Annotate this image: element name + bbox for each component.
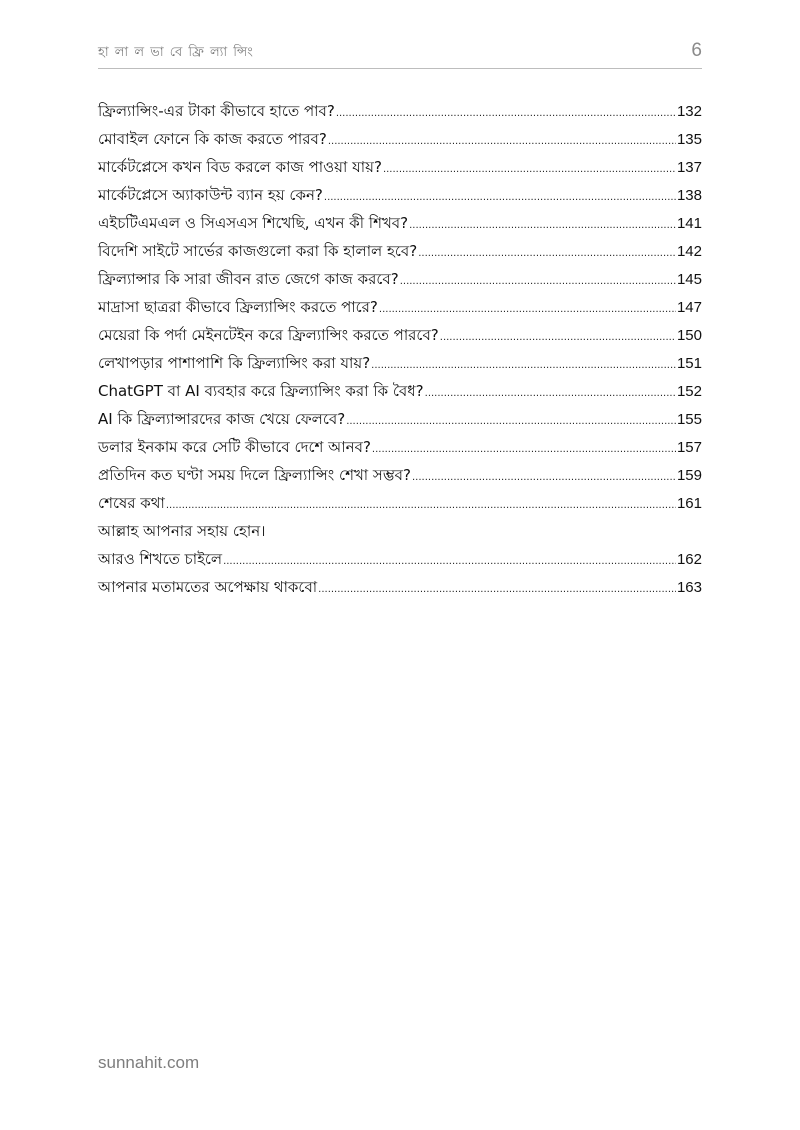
toc-entry-page: 162 — [676, 551, 702, 568]
toc-entry[interactable] — [98, 545, 702, 573]
toc-dot-leader — [318, 576, 676, 604]
toc-entry-page: 150 — [676, 327, 702, 344]
toc-entry[interactable] — [98, 153, 702, 181]
toc-entry-title: মার্কেটপ্লেসে কখন বিড করলে কাজ পাওয়া যায়? — [98, 158, 382, 176]
toc-entry-page: 163 — [676, 579, 702, 596]
toc-dot-leader — [346, 408, 676, 436]
toc-entry-page: 152 — [676, 383, 702, 400]
toc-entry-title: লেখাপড়ার পাশাপাশি কি ফ্রিল্যান্সিং করা যায়? — [98, 354, 371, 372]
page-header — [98, 40, 702, 69]
toc-entry-title: ডলার ইনকাম করে সেটি কীভাবে দেশে আনব? — [98, 438, 371, 456]
toc-entry-title: বিদেশি সাইটে সার্ভের কাজগুলো করা কি হালাল হবে? — [98, 242, 418, 260]
toc-entry-title: AI কি ফ্রিল্যান্সারদের কাজ খেয়ে ফেলবে? — [98, 410, 346, 428]
toc-entry[interactable] — [98, 97, 702, 125]
toc-dot-leader — [400, 268, 676, 296]
toc-entry-page: 141 — [676, 215, 702, 232]
toc-entry-page: 155 — [676, 411, 702, 428]
toc-entry-title: আরও শিখতে চাইলে — [98, 550, 223, 568]
toc-entry[interactable] — [98, 321, 702, 349]
toc-dot-leader — [372, 436, 676, 464]
toc-entry-title: ফ্রিল্যান্সিং-এর টাকা কীভাবে হাতে পাব? — [98, 102, 335, 120]
toc-entry[interactable] — [98, 433, 702, 461]
toc-entry[interactable] — [98, 461, 702, 489]
toc-dot-leader — [418, 240, 676, 268]
toc-entry[interactable] — [98, 237, 702, 265]
toc-entry[interactable] — [98, 517, 702, 545]
toc-entry[interactable] — [98, 181, 702, 209]
toc-dot-leader — [383, 156, 676, 184]
toc-entry-title: আল্লাহ আপনার সহায় হোন। — [98, 522, 266, 540]
toc-entry-title: প্রতিদিন কত ঘণ্টা সময় দিলে ফ্রিল্যান্সিং শেখা সম্ভব? — [98, 466, 411, 484]
toc-entry-page: 137 — [676, 159, 702, 176]
toc-entry-title: ChatGPT বা AI ব্যবহার করে ফ্রিল্যান্সিং করা কি বৈধ? — [98, 382, 424, 400]
footer-website: sunnahit.com — [98, 1053, 200, 1072]
toc-dot-leader — [371, 352, 676, 380]
toc-dot-leader — [409, 212, 676, 240]
toc-dot-leader — [223, 548, 676, 576]
toc-entry-title: শেষের কথা — [98, 494, 165, 512]
toc-entry[interactable] — [98, 209, 702, 237]
toc-entry[interactable] — [98, 377, 702, 405]
toc-entry-title: মার্কেটপ্লেসে অ্যাকাউন্ট ব্যান হয় কেন? — [98, 186, 323, 204]
toc-entry-page: 135 — [676, 131, 702, 148]
toc-entry[interactable] — [98, 489, 702, 517]
toc-entry-title: আপনার মতামতের অপেক্ষায় থাকবো — [98, 578, 318, 596]
toc-entry[interactable] — [98, 405, 702, 433]
page-number: 6 — [691, 40, 702, 61]
header-title: হা লা ল ভা বে ফ্রি ল্যা ন্সিং — [98, 45, 254, 60]
toc-dot-leader — [324, 184, 676, 212]
toc-entry-page: 145 — [676, 271, 702, 288]
toc-dot-leader — [328, 128, 676, 156]
toc-entry-title: ফ্রিল্যান্সার কি সারা জীবন রাত জেগে কাজ করবে? — [98, 270, 399, 288]
toc-entry-page: 132 — [676, 103, 702, 120]
toc-entry-page: 151 — [676, 355, 702, 372]
toc-entry[interactable] — [98, 573, 702, 601]
toc-dot-leader — [379, 296, 676, 324]
toc-dot-leader — [425, 380, 676, 408]
toc-entry-title: মেয়েরা কি পর্দা মেইনটেইন করে ফ্রিল্যান্সিং করতে পারবে? — [98, 326, 439, 344]
toc-entry[interactable] — [98, 293, 702, 321]
toc-entry-page: 159 — [676, 467, 702, 484]
toc-entry-title: মোবাইল ফোনে কি কাজ করতে পারব? — [98, 130, 327, 148]
toc-entry-title: এইচটিএমএল ও সিএসএস শিখেছি, এখন কী শিখব? — [98, 214, 409, 232]
toc-entry-page: 161 — [676, 495, 702, 512]
toc-entry-page: 142 — [676, 243, 702, 260]
toc-dot-leader — [412, 464, 676, 492]
toc-entry[interactable] — [98, 265, 702, 293]
toc-entry[interactable] — [98, 349, 702, 377]
table-of-contents — [98, 97, 702, 601]
toc-entry-page: 147 — [676, 299, 702, 316]
toc-entry-page: 157 — [676, 439, 702, 456]
toc-dot-leader — [336, 100, 676, 128]
toc-entry-page: 138 — [676, 187, 702, 204]
toc-dot-leader — [166, 492, 676, 520]
toc-entry-title: মাদ্রাসা ছাত্ররা কীভাবে ফ্রিল্যান্সিং করতে পারে? — [98, 298, 378, 316]
toc-dot-leader — [440, 324, 676, 352]
toc-entry[interactable] — [98, 125, 702, 153]
